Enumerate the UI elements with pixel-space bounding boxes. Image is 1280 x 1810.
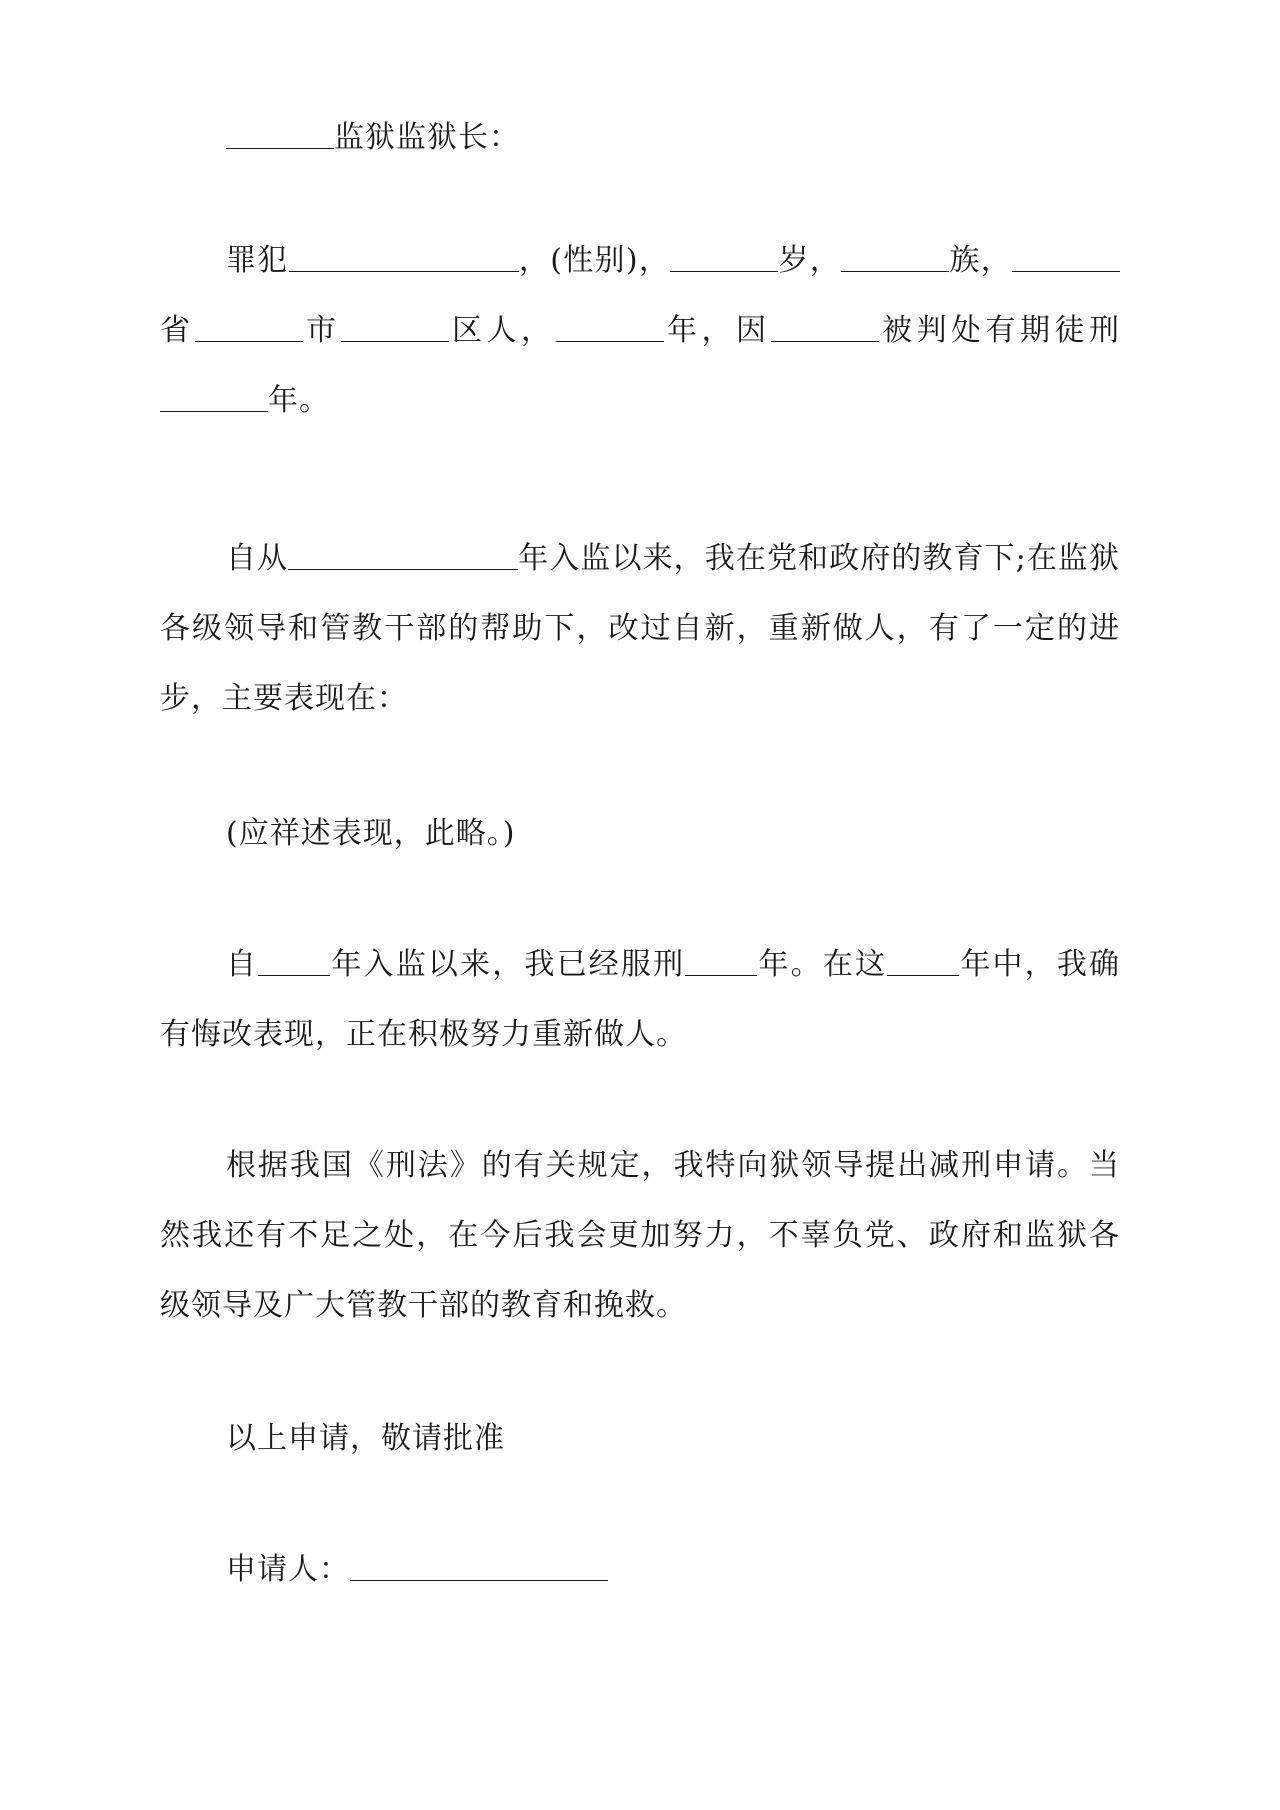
intro-text-8: 年，因 <box>663 313 771 348</box>
entry-year-blank[interactable] <box>288 541 518 570</box>
intro-text-10: 年。 <box>268 383 330 418</box>
prison-name-blank[interactable] <box>226 120 334 149</box>
intro-text-1: 罪犯 <box>226 243 289 278</box>
intro-text-2: ，(性别)， <box>518 243 671 278</box>
signature-blank[interactable] <box>350 1552 608 1581</box>
signature-line <box>160 1535 1120 1605</box>
request-paragraph: 根据我国《刑法》的有关规定，我特向狱领导提出减刑申请。当然我还有不足之处，在今后我会更加努力，不辜负党、政府和监狱各级领导及广大管教干部的教育和挽救。 <box>160 1148 1120 1323</box>
served-period-blank[interactable] <box>887 947 959 976</box>
closing-line: 以上申请，敬请批准 <box>226 1421 505 1456</box>
ethnicity-blank[interactable] <box>841 243 949 272</box>
intro-text-3: 岁， <box>778 243 842 278</box>
crime-blank[interactable] <box>771 313 879 342</box>
progress-text-1: 自从 <box>226 541 289 576</box>
served-text-4: 年中，我确有悔改表现，正在积极努力重新做人。 <box>160 947 1121 1052</box>
served-text-2: 年入监以来，我已经服刑 <box>330 947 686 982</box>
served-years-blank[interactable] <box>685 947 757 976</box>
city-blank[interactable] <box>195 313 303 342</box>
intro-text-6: 市 <box>302 313 341 348</box>
served-paragraph <box>160 930 1120 1070</box>
name-blank[interactable] <box>289 243 519 272</box>
served-text-1: 自 <box>226 947 259 982</box>
term-blank[interactable] <box>160 383 268 412</box>
salutation <box>160 103 1120 173</box>
signature-label: 申请人： <box>226 1552 350 1587</box>
intro-paragraph <box>160 226 1120 436</box>
district-blank[interactable] <box>341 313 449 342</box>
served-text-3: 年。在这 <box>757 947 888 982</box>
intro-text-5: 省 <box>160 313 195 348</box>
progress-text-2: 年入监以来，我在党和政府的教育下;在监狱各级领导和管教干部的帮助下，改过自新，重新做人，有了一定的进步，主要表现在： <box>160 541 1120 716</box>
salutation-text: 监狱监狱长： <box>334 120 520 155</box>
progress-paragraph <box>160 524 1120 734</box>
sentence-year-blank[interactable] <box>556 313 664 342</box>
province-blank[interactable] <box>1012 243 1120 272</box>
intro-text-9: 被判处有期徒刑 <box>878 313 1120 348</box>
intro-text-4: 族， <box>949 243 1013 278</box>
intro-text-7: 区人， <box>448 313 556 348</box>
note-paragraph: (应祥述表现，此略。) <box>226 816 516 851</box>
served-entry-year-blank[interactable] <box>258 947 330 976</box>
age-blank[interactable] <box>670 243 778 272</box>
